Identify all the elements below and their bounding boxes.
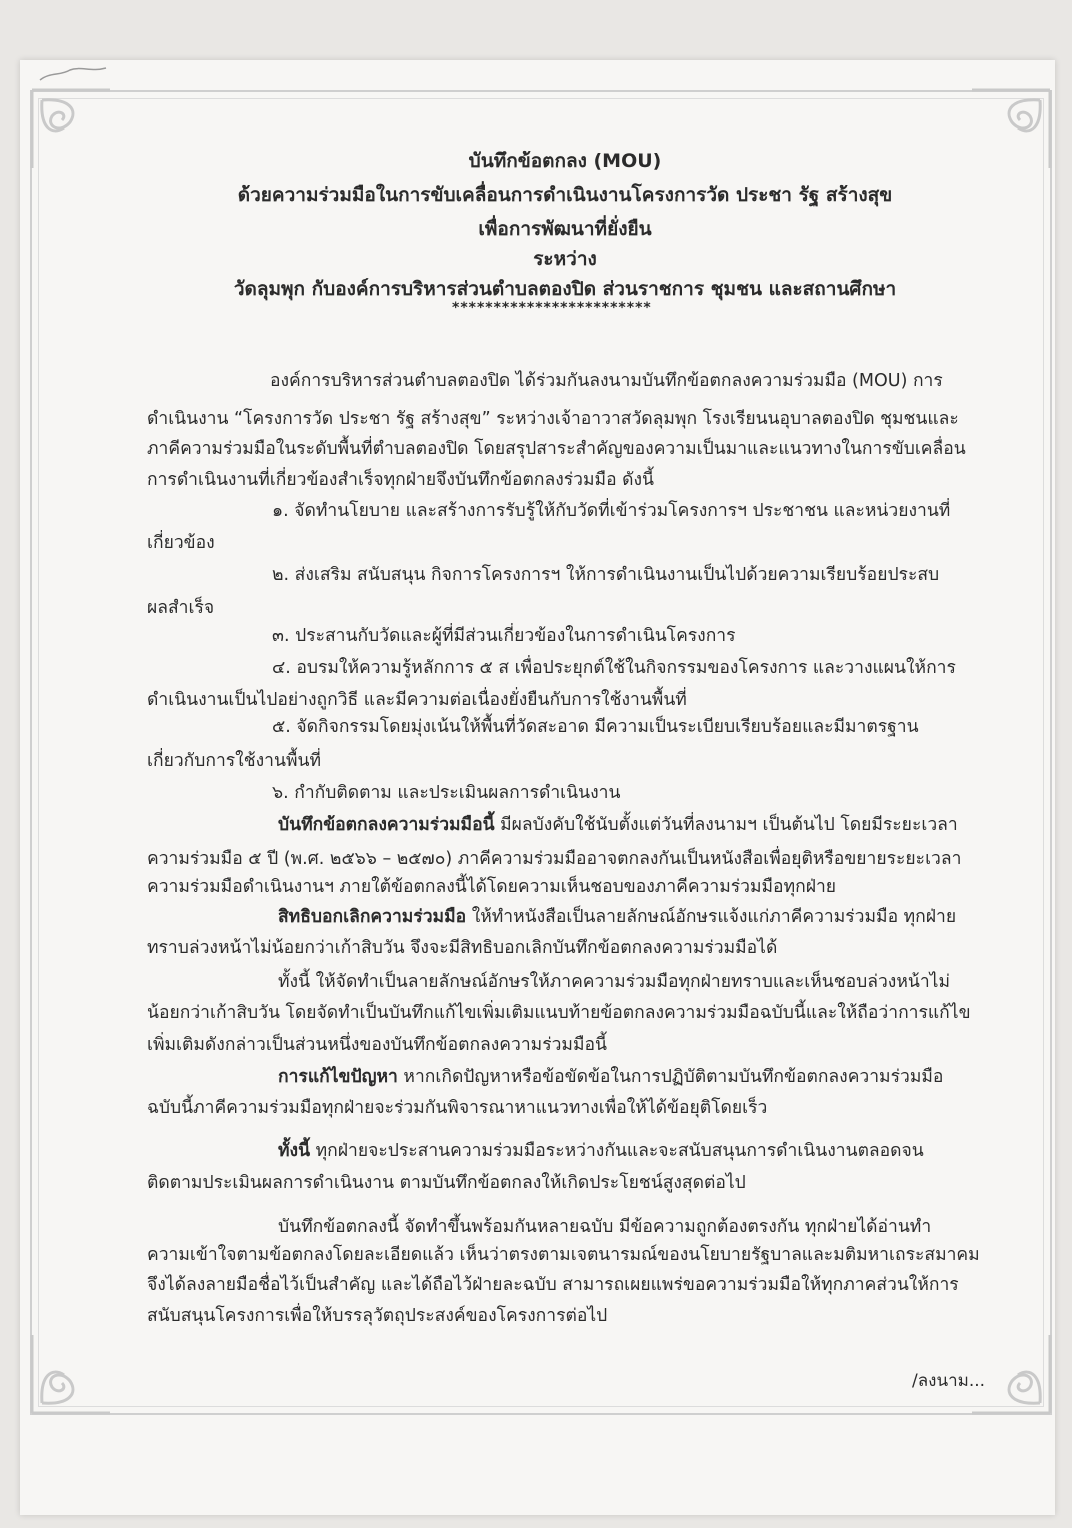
amend-line: เพิ่มเติมดังกล่าวเป็นส่วนหนึ่งของบันทึกข้อตกลงความร่วมมือนี้ [147, 1035, 607, 1055]
validity-text: มีผลบังคับใช้นับตั้งแต่วันที่ลงนามฯ เป็นต้นไป โดยมีระยะเวลา [494, 815, 958, 835]
list-item: ๑. จัดทำนโยบาย และสร้างการรับรู้ให้กับวัดที่เข้าร่วมโครงการฯ ประชาชน และหน่วยงานที่ [272, 501, 951, 521]
document-subtitle: ด้วยความร่วมมือในการขับเคลื่อนการดำเนินงานโครงการวัด ประชา รัฐ สร้างสุข [237, 184, 893, 206]
list-item: ๒. ส่งเสริม สนับสนุน กิจการโครงการฯ ให้การดำเนินงานเป็นไปด้วยความเรียบร้อยประสบ [272, 565, 940, 585]
cancel-line: ทราบล่วงหน้าไม่น้อยกว่าเก้าสิบวัน จึงจะมีสิทธิบอกเลิกบันทึกข้อตกลงความร่วมมือได้ [147, 938, 778, 958]
between-label: ระหว่าง [533, 248, 597, 270]
list-item: ๕. จัดกิจกรรมโดยมุ่งเน้นให้พื้นที่วัดสะอาด มีความเป็นระเบียบเรียบร้อยและมีมาตรฐาน [272, 717, 919, 737]
list-item: ๖. กำกับติดตาม และประเมินผลการดำเนินงาน [272, 783, 621, 803]
validity-paragraph [278, 810, 958, 838]
cancel-heading: สิทธิบอกเลิกความร่วมมือ [278, 907, 467, 927]
closing-line: ความเข้าใจตามข้อตกลงโดยละเอียดแล้ว เห็นว่าตรงตามเจตนารมณ์ของนโยบายรัฐบาลและมติมหาเถระสมาคม [147, 1245, 980, 1265]
coop-heading: ทั้งนี้ [278, 1141, 311, 1161]
validity-heading: บันทึกข้อตกลงความร่วมมือนี้ [278, 815, 495, 835]
coop-paragraph [278, 1136, 924, 1164]
amend-line: น้อยกว่าเก้าสิบวัน โดยจัดทำเป็นบันทึกแก้ไขเพิ่มเติมแนบท้ายข้อตกลงความร่วมมือฉบับนี้และให้ถือว่าการแก้ไข [147, 1003, 971, 1023]
coop-line: ติดตามประเมินผลการดำเนินงาน ตามบันทึกข้อตกลงให้เกิดประโยชน์สูงสุดต่อไป [147, 1173, 746, 1193]
validity-line: ความร่วมมือดำเนินงานฯ ภายใต้ข้อตกลงนี้ได้โดยความเห็นชอบของภาคีความร่วมมือทุกฝ่าย [147, 877, 837, 897]
intro-line: องค์การบริหารส่วนตำบลตองปิด ได้ร่วมกันลงนามบันทึกข้อตกลงความร่วมมือ (MOU) การ [270, 371, 943, 391]
intro-line: ภาคีความร่วมมือในระดับพื้นที่ตำบลตองปิด โดยสรุปสาระสำคัญของความเป็นมาและแนวทางในการขับเคลื่อน [147, 439, 966, 459]
list-item: ดำเนินงานเป็นไปอย่างถูกวิธี และมีความต่อเนื่องยั่งยืนกับการใช้งานพื้นที่ [147, 690, 687, 710]
problem-text: หากเกิดปัญหาหรือข้อขัดข้อในการปฏิบัติตามบันทึกข้อตกลงความร่วมมือ [397, 1067, 944, 1087]
pen-mark-icon [36, 62, 116, 92]
cancel-text: ให้ทำหนังสือเป็นลายลักษณ์อักษรแจ้งแก่ภาคีความร่วมมือ ทุกฝ่าย [466, 907, 957, 927]
corner-ornament-icon [30, 1325, 120, 1415]
parties-line: วัดลุมพุก กับองค์การบริหารส่วนตำบลตองปิด ส่วนราชการ ชุมชน และสถานศึกษา [233, 278, 897, 300]
problem-line: ฉบับนี้ภาคีความร่วมมือทุกฝ่ายจะร่วมกันพิจารณาหาแนวทางเพื่อให้ได้ข้อยุติโดยเร็ว [147, 1098, 768, 1118]
corner-ornament-icon [30, 88, 120, 178]
amend-line: ทั้งนี้ ให้จัดทำเป็นลายลักษณ์อักษรให้ภาคความร่วมมือทุกฝ่ายทราบและเห็นชอบล่วงหน้าไม่ [278, 972, 950, 992]
continued-signature: /ลงนาม... [912, 1371, 986, 1391]
problem-paragraph [278, 1062, 943, 1090]
closing-line: จึงได้ลงลายมือชื่อไว้เป็นสำคัญ และได้ถือไว้ฝ่ายละฉบับ สามารถเผยแพร่ขอความร่วมมือให้ทุกภาคส่วนให้การ [147, 1275, 959, 1295]
separator: ************************ [452, 300, 652, 316]
closing-line: บันทึกข้อตกลงนี้ จัดทำขึ้นพร้อมกันหลายฉบับ มีข้อความถูกต้องตรงกัน ทุกฝ่ายได้อ่านทำ [278, 1217, 932, 1237]
cancel-paragraph [278, 902, 956, 930]
intro-line: ดำเนินงาน “โครงการวัด ประชา รัฐ สร้างสุข” ระหว่างเจ้าอาวาสวัดลุมพุก โรงเรียนนอุบาลตองปิด ชุมชนและ [147, 409, 959, 429]
document-title: บันทึกข้อตกลง (MOU) [468, 150, 662, 172]
validity-line: ความร่วมมือ ๕ ปี (พ.ศ. ๒๕๖๖ – ๒๕๗๐) ภาคีความร่วมมืออาจตกลงกันเป็นหนังสือเพื่อยุติหรือขยายระยะเวลา [147, 849, 962, 869]
problem-heading: การแก้ไขปัญหา [278, 1067, 398, 1087]
list-item: เกี่ยวข้อง [147, 533, 215, 553]
list-item: เกี่ยวกับการใช้งานพื้นที่ [147, 751, 321, 771]
coop-text: ทุกฝ่ายจะประสานความร่วมมือระหว่างกันและจะสนับสนุนการดำเนินงานตลอดจน [310, 1141, 924, 1161]
closing-line: สนับสนุนโครงการเพื่อให้บรรลุวัตถุประสงค์ของโครงการต่อไป [147, 1306, 608, 1326]
intro-line: การดำเนินงานที่เกี่ยวข้องสำเร็จทุกฝ่ายจึงบันทึกข้อตกลงร่วมมือ ดังนี้ [147, 470, 655, 490]
list-item: ๓. ประสานกับวัดและผู้ที่มีส่วนเกี่ยวข้องในการดำเนินโครงการ [272, 626, 736, 646]
list-item: ๔. อบรมให้ความรู้หลักการ ๕ ส เพื่อประยุกต์ใช้ในกิจกรรมของโครงการ และวางแผนให้การ [272, 658, 956, 678]
document-subtitle-2: เพื่อการพัฒนาที่ยั่งยืน [478, 218, 652, 240]
list-item: ผลสำเร็จ [147, 598, 215, 618]
